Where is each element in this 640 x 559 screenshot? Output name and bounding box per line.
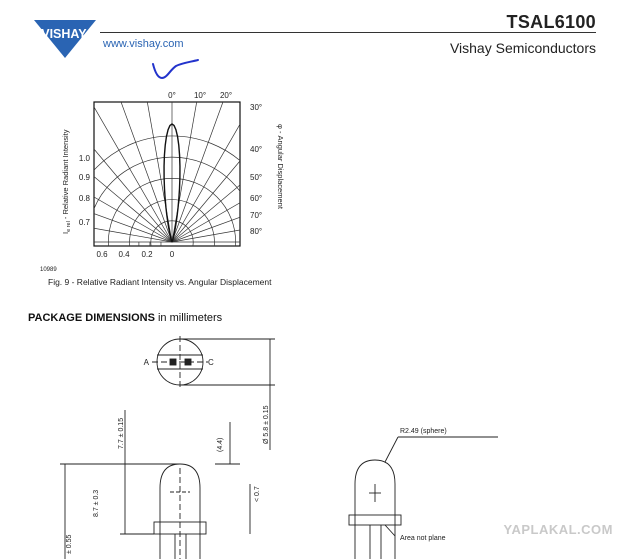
bottom-tick-label: 0.6: [96, 250, 108, 259]
leader-line: [385, 525, 395, 536]
right-axis-label: φ - Angular Displacement: [276, 124, 285, 209]
body-dimension: 8.7 ± 0.3: [93, 489, 100, 517]
chart-frame: [94, 102, 240, 246]
company-name: Vishay Semiconductors: [449, 40, 596, 56]
top-tick-label: 20°: [219, 91, 233, 100]
sphere-radius-label: R2.49 (sphere): [400, 428, 447, 435]
right-tick-label: 50°: [250, 173, 263, 182]
bottom-tick-label: 0.2: [141, 250, 153, 259]
handwritten-scribble: [150, 56, 206, 84]
grid-radial: [36, 167, 172, 242]
flange-dimension: < 0.7: [254, 486, 261, 502]
grid-radial: [172, 88, 282, 242]
website-link[interactable]: www.vishay.com: [103, 38, 184, 50]
left-tick-label: 0.7: [78, 218, 90, 227]
right-tick-label: 30°: [250, 103, 263, 112]
right-tick-label: 60°: [250, 194, 263, 203]
polar-grid: [36, 88, 316, 278]
anode-label: A: [143, 358, 149, 367]
y-axis-label: $I_{e rel}$ - Relative Radiant Intensity: [61, 129, 72, 234]
polar-radiation-chart: [36, 88, 316, 278]
grid-radial: [36, 132, 172, 242]
left-tick-label: 0.8: [78, 194, 90, 203]
part-number: TSAL6100: [506, 12, 596, 32]
top-tick-label: 0°: [168, 91, 176, 100]
lead-dimension: ± 0.55: [66, 534, 73, 554]
cathode-label: C: [208, 358, 214, 367]
figure-id: 10989: [40, 267, 57, 273]
area-not-plane-note: Area not plane: [400, 535, 446, 542]
package-title: PACKAGE DIMENSIONS in millimeters: [28, 312, 223, 324]
diameter-dimension: Ø 5.8 ± 0.15: [263, 405, 270, 444]
grid-radial: [172, 88, 313, 242]
vishay-logo: [30, 8, 100, 60]
side-view-2-flange: [349, 515, 401, 525]
bottom-tick-label: 0: [169, 250, 175, 259]
left-tick-label: 0.9: [78, 173, 90, 182]
lens-dimension: (4.4): [217, 437, 224, 452]
logo-text: VISHAY.: [41, 27, 89, 41]
top-tick-label: 10°: [193, 91, 207, 100]
grid-radial: [172, 204, 316, 242]
bottom-tick-label: 0.4: [118, 250, 130, 259]
side-view-2-body: [355, 460, 395, 559]
watermark: YAPLAKAL.COM: [503, 522, 613, 537]
right-tick-label: 80°: [250, 227, 263, 236]
right-tick-label: 40°: [250, 145, 263, 154]
grid-radial: [36, 101, 172, 242]
height-dimension: 7.7 ± 0.15: [118, 417, 125, 449]
grid-radial: [172, 132, 316, 242]
figure-caption: Fig. 9 - Relative Radiant Intensity vs. Angular Displacement: [48, 277, 272, 287]
leader-line: [385, 437, 398, 462]
right-tick-label: 70°: [250, 211, 263, 220]
grid-radial: [172, 101, 316, 242]
left-tick-label: 1.0: [78, 154, 90, 163]
grid-radial: [36, 88, 172, 242]
